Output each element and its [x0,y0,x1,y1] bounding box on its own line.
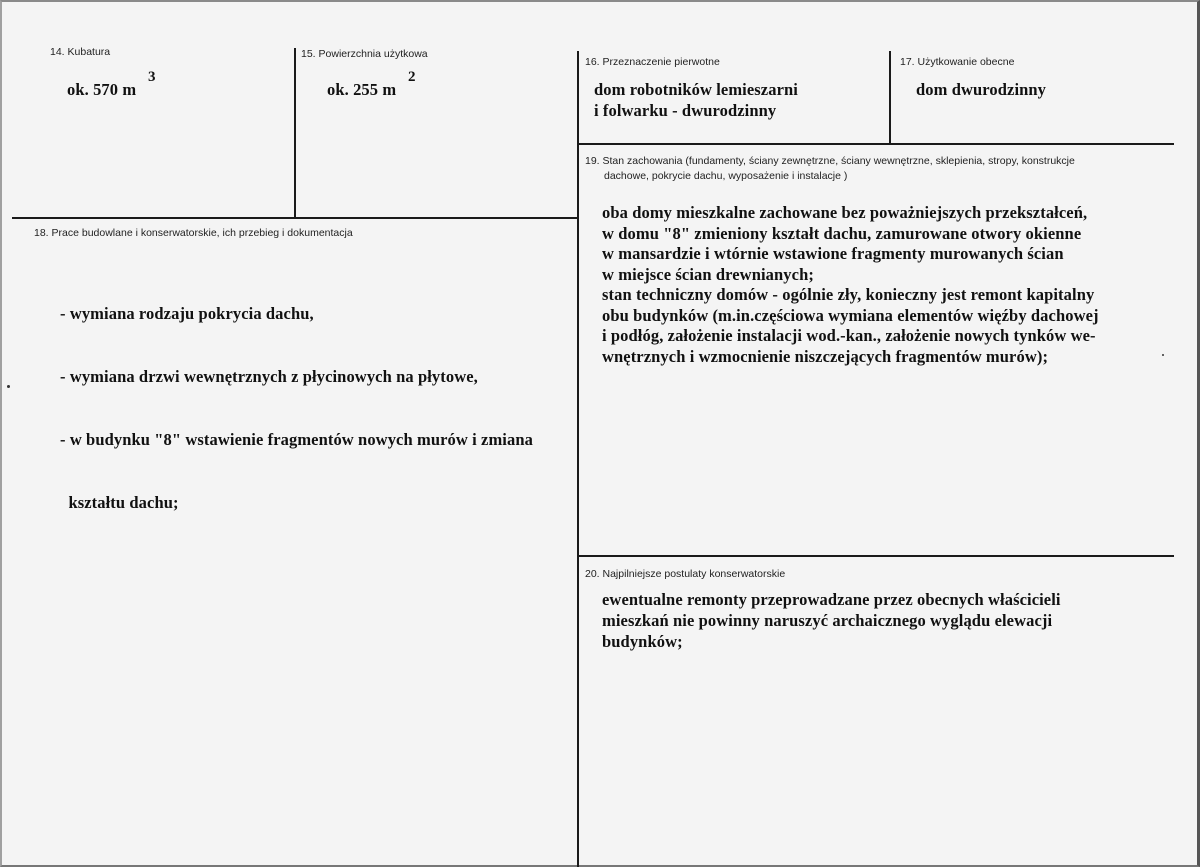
field-19-line: w domu "8" zmieniony kształt dachu, zamurowane otwory okienne [602,223,1082,243]
field-18-line: kształtu dachu; [60,493,179,512]
field-20-value [602,589,1061,652]
field-15-label: 15. Powierzchnia użytkowa [301,48,428,60]
field-19-line: i podłóg, założenie instalacji wod.-kan., założenie nowych tynków we- [602,326,1096,345]
field-14-label: 14. Kubatura [50,46,111,58]
field-18-line: - wymiana drzwi wewnętrznych z płycinowych na płytowe, [60,367,478,386]
field-14-value: ok. 570 m [67,80,137,99]
field-14-unit-exponent: 3 [148,69,156,85]
divider-19-20 [578,555,1174,557]
field-19-line: w miejsce ścian drewnianych; [602,264,814,284]
field-19-line: stan techniczny domów - ogólnie zły, konieczny jest remont kapitalny [602,285,1095,304]
field-19-line: wnętrznych i wzmocnienie niszczejących fragmentów murów); [602,346,1049,366]
field-20-line: budynków; [602,632,683,651]
field-18-line: - w budynku "8" wstawienie fragmentów nowych murów i zmiana [60,430,533,449]
field-20-label: 20. Najpilniejsze postulaty konserwatorskie [585,568,786,580]
scan-speck [1162,354,1164,356]
divider-14-15 [294,48,296,218]
field-15-value: ok. 255 m [327,80,397,99]
field-19-label-line: dachowe, pokrycie dachu, wyposażenie i instalacje ) [604,170,848,182]
field-19-line: obu budynków (m.in.częściowa wymiana elementów więźby dachowej [602,305,1099,325]
field-17-value: dom dwurodzinny [916,80,1047,99]
divider-left-right [577,51,579,867]
divider-16-17 [889,51,891,144]
field-19-value [602,203,1099,367]
field-17-label: 17. Użytkowanie obecne [900,56,1015,68]
divider-top-row-right [578,143,1174,145]
field-19-label-line: 19. Stan zachowania (fundamenty, ściany zewnętrzne, ściany wewnętrzne, sklepienia, stropy, konstrukcje [585,155,1075,167]
field-18-label: 18. Prace budowlane i konserwatorskie, ich przebieg i dokumentacja [34,227,353,239]
field-16-value [594,79,798,121]
field-16-line: i folwarku - dwurodzinny [594,101,777,120]
field-18-line: - wymiana rodzaju pokrycia dachu, [60,304,314,323]
field-19-line: oba domy mieszkalne zachowane bez poważniejszych przekształceń, [602,203,1088,222]
field-19-label [585,154,1145,184]
field-18-value [60,261,533,555]
divider-top-row-left [12,217,578,219]
field-19-line: w mansardzie i wtórnie wstawione fragmenty murowanych ścian [602,244,1064,263]
field-15-unit-exponent: 2 [408,69,416,85]
field-20-line: mieszkań nie powinny naruszyć archaicznego wyglądu elewacji [602,611,1053,630]
field-20-line: ewentualne remonty przeprowadzane przez obecnych właścicieli [602,590,1061,609]
field-16-label: 16. Przeznaczenie pierwotne [585,56,720,68]
scan-speck [7,385,10,388]
field-16-line: dom robotników lemieszarni [594,80,798,99]
